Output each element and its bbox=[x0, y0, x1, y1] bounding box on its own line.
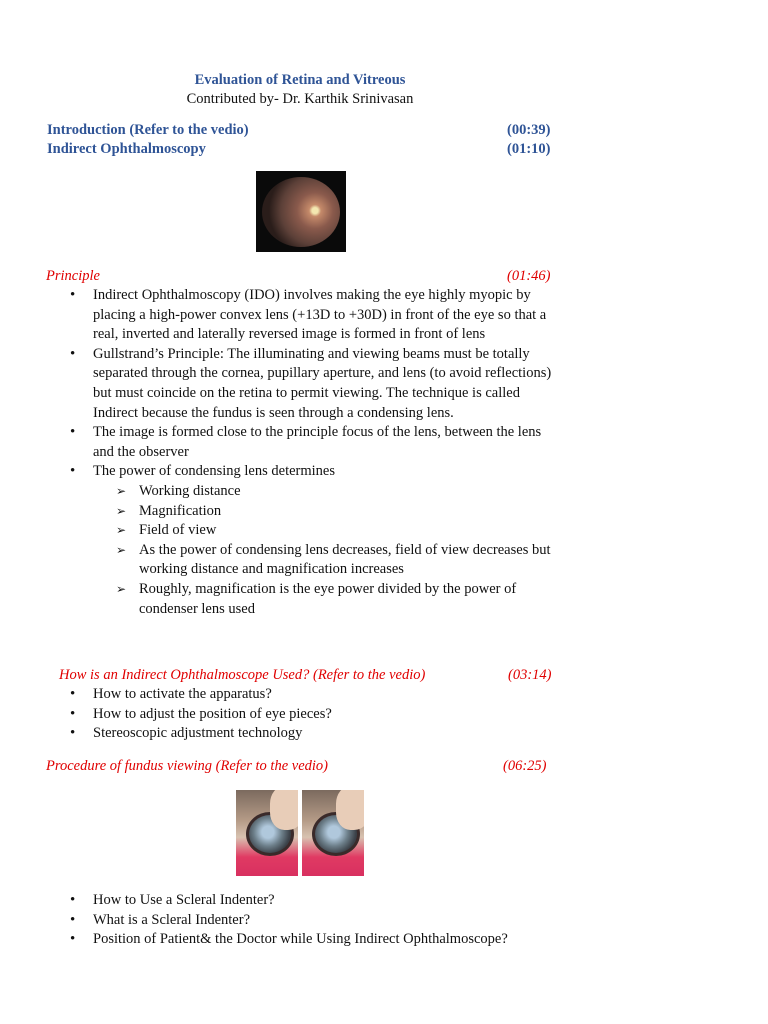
fundus-image bbox=[256, 171, 346, 252]
how-used-heading: How is an Indirect Ophthalmoscope Used? (Refer to the vedio) bbox=[59, 667, 426, 683]
how-used-list bbox=[46, 685, 556, 744]
list-item: • Position of Patient& the Doctor while Using Indirect Ophthalmoscope? bbox=[46, 930, 606, 950]
list-item: • The image is formed close to the principle focus of the lens, between the lens and the observer bbox=[46, 423, 556, 462]
procedure-list bbox=[46, 891, 606, 950]
list-item: • How to activate the apparatus? bbox=[46, 685, 556, 705]
procedure-photo-left bbox=[236, 790, 298, 876]
procedure-heading: Procedure of fundus viewing (Refer to the vedio) bbox=[46, 758, 328, 774]
list-item: • Indirect Ophthalmoscopy (IDO) involves making the eye highly myopic by placing a high-power convex lens (+13D to +30D) in front of the eye so that a real, inverted and laterally reversed image is formed in front of lens bbox=[46, 286, 556, 345]
topic-introduction-label: Introduction (Refer to the vedio) bbox=[47, 122, 249, 138]
list-item: • How to adjust the position of eye pieces? bbox=[46, 705, 556, 725]
sub-list bbox=[93, 482, 556, 619]
sub-list-item: ➢ Field of view bbox=[93, 521, 556, 541]
sub-list-item: ➢ Working distance bbox=[93, 482, 556, 502]
list-item: • Gullstrand’s Principle: The illuminating and viewing beams must be totally separated through the cornea, pupillary aperture, and lens (to avoid reflections) but must coincide on the retina to permit viewing. The technique is called Indirect because the fundus is seen through a condensing lens. bbox=[46, 345, 556, 423]
list-item: • Stereoscopic adjustment technology bbox=[46, 724, 556, 744]
topic-indirect-time: (01:10) bbox=[507, 141, 551, 157]
principle-heading: Principle bbox=[46, 268, 100, 284]
procedure-photo-right bbox=[302, 790, 364, 876]
list-item: • How to Use a Scleral Indenter? bbox=[46, 891, 606, 911]
topic-introduction-time: (00:39) bbox=[507, 122, 551, 138]
list-item bbox=[46, 462, 556, 619]
document-title: Evaluation of Retina and Vitreous bbox=[194, 72, 406, 88]
list-item: • What is a Scleral Indenter? bbox=[46, 911, 606, 931]
topic-indirect-label: Indirect Ophthalmoscopy bbox=[47, 141, 206, 157]
principle-time: (01:46) bbox=[507, 268, 551, 284]
sub-list-item: ➢ Magnification bbox=[93, 502, 556, 522]
how-used-time: (03:14) bbox=[508, 667, 552, 683]
principle-list bbox=[46, 286, 556, 619]
list-item-text: The power of condensing lens determines bbox=[93, 463, 335, 480]
contributor-line: Contributed by- Dr. Karthik Srinivasan bbox=[186, 91, 414, 107]
procedure-time: (06:25) bbox=[503, 758, 547, 774]
sub-list-item: ➢ Roughly, magnification is the eye power divided by the power of condenser lens used bbox=[93, 580, 556, 619]
sub-list-item: ➢ As the power of condensing lens decreases, field of view decreases but working distance and magnification increases bbox=[93, 541, 556, 580]
